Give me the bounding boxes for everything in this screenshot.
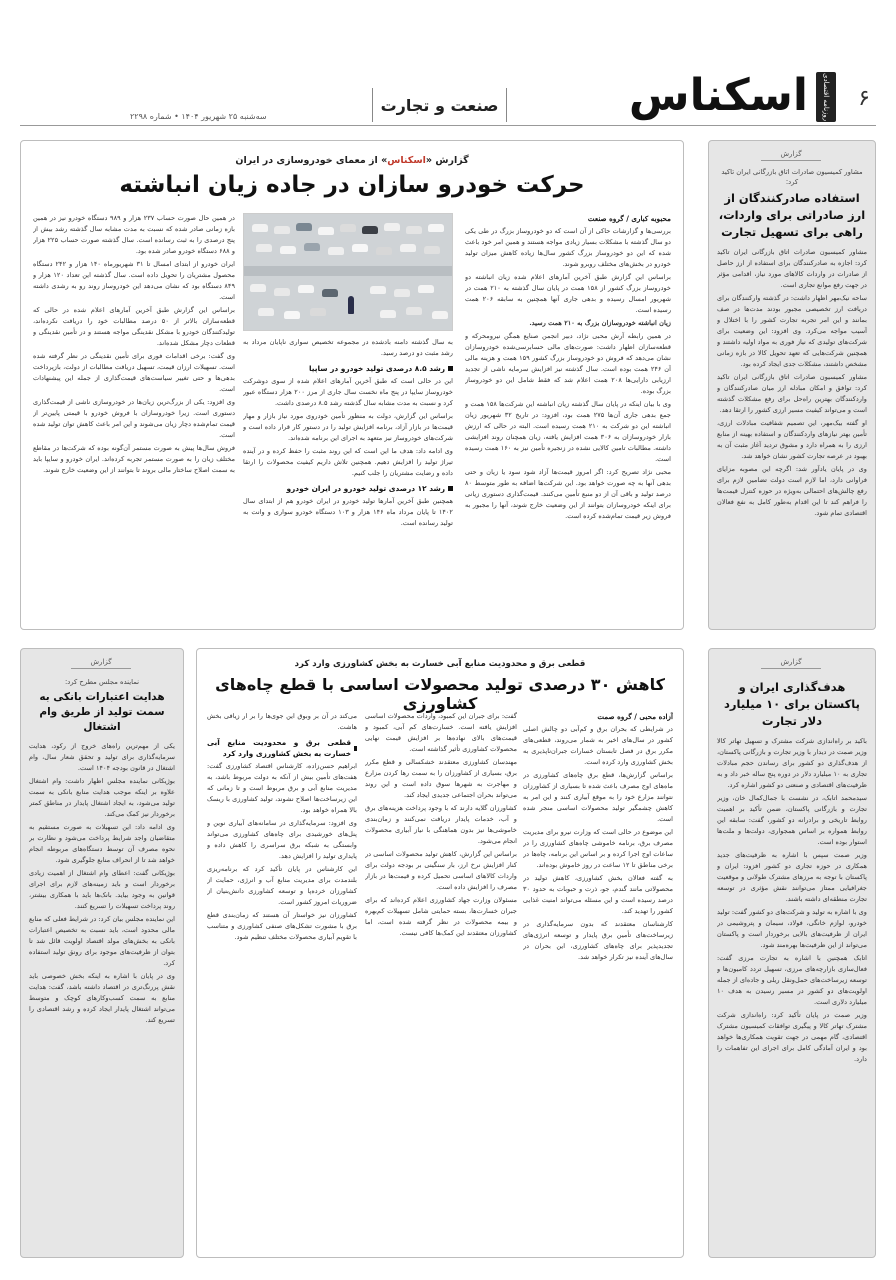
worker-figure — [348, 296, 354, 314]
article-kicker: قطعی برق و محدودیت منابع آبی خسارت به بخش کشاورزی وارد کرد — [294, 659, 586, 669]
brand-tagline: روزنامه اقتصادی — [816, 72, 836, 122]
paragraph: بررسی‌ها و گزارشات حاکی از آن است که دو خودروساز بزرگ در طی یکی دو سال گذشته با مشکلات بسیار زیادی مواجه هستند و همین امر خود باعث شده که این دو خودروساز بزرگ کشور سال‌ها زیاده کاهش میزان تولید خودرو در بخش‌های مختلف روبرو شوند. — [465, 227, 671, 268]
paragraph: براساس این گزارش طبق آخرین آمارهای اعلام شده زیان انباشته دو خودروساز بزرگ کشور از ۱۵۸ همت در پایان سال گذشته به ۲۱۰ همت در شهریور امسال رسیده و بدهی جاری آنها همچنین به سابقه ۲۰۶ همت رسیده است. — [465, 273, 671, 314]
paragraph: در شرایطی که بحران برق و کم‌آبی دو چالش اصلی کشور در سال‌های اخیر به شمار می‌روند، قطعی‌های مکرر برق در فصل تابستان خسارات جبران‌ناپذیری به بخش کشاورزی وارد کرده است. — [523, 725, 673, 766]
paragraph: کشاورزان نیز خواستار آن هستند که زمان‌بندی قطع برق با مشورت تشکل‌های صنفی کشاورزی و متناسب با تقویم آبیاری محصولات مختلف تنظیم شود. — [207, 911, 357, 941]
paragraph: در همین حال صورت حساب ۲۳۷ هزار و ۹۸۹ دستگاه خودرو نیز در همین بازه زمانی صادر شده که نسبت به مدت مشابه سال گذشته رشد بیش از پنج درصدی را به ثبت رسانده است. سال گذشته صورت حساب ۲۲۵ هزار و ۶۸۸ دستگاه خودرو صادر شده بود. — [33, 214, 235, 255]
paragraph: فروش سال‌ها پیش به صورت مستمر آن‌گونه بوده که شرکت‌ها در مقاطع مختلف زیان را به صورت مستمر تجربه کرده‌اند. ایران خودرو و سایپا باید به سمت اصلاح ساختار مالی بروند تا بتوانند از این وضعیت خارج شوند. — [33, 444, 235, 474]
sidebar-report-bank-credits — [20, 648, 184, 1258]
masthead — [0, 0, 896, 132]
bullet-square-icon — [354, 746, 357, 751]
cars-parking-lot-photo — [243, 213, 453, 331]
sidebar-report-iran-pakistan — [708, 648, 876, 1258]
paragraph: وی ادامه داد: این تسهیلات به صورت مستقیم به متقاضیان واجد شرایط پرداخت می‌شود و نظارت بر نحوه مصرف آن توسط دستگاه‌های مربوطه انجام خواهد شد تا از انحراف منابع جلوگیری شود. — [29, 823, 175, 864]
article-column-middle — [243, 337, 453, 621]
paragraph: براساس گزارش‌ها، قطع برق چاه‌های کشاورزی در ماه‌های اوج مصرف باعث شده تا بسیاری از کشاورزان نتوانند مزارع خود را به موقع آبیاری کنند و این امر به کاهش چشمگیر تولید محصولات اساسی منجر شده است. — [523, 771, 673, 823]
main-article-agriculture — [196, 648, 684, 1258]
article-kicker: مشاور کمیسیون صادرات اتاق بازرگانی ایران تاکید کرد: — [721, 168, 863, 186]
masthead-rule — [20, 125, 876, 126]
kicker-prefix: گزارش « — [425, 155, 469, 166]
paragraph: کشاورزان گلایه دارند که با وجود پرداخت هزینه‌های برق و آب، خدمات پایدار دریافت نمی‌کنند و زمان‌بندی خاموشی‌ها نیز بدون هماهنگی با نیاز آبیاری محصولات انجام می‌شود. — [365, 804, 517, 845]
article-column-right — [523, 711, 673, 1251]
paragraph: به سال گذشته دامنه بادشده در مجموعه تخصیص سواری ناپایان مرداد به رشد مثبت دو درصد رسید. — [243, 338, 453, 357]
subheading-text: رشد ۱۲ درصدی تولید خودرو در ایران خودرو — [286, 484, 445, 493]
subheading — [243, 363, 453, 374]
paragraph: ایران خودرو از ابتدای امسال تا ۳۱ شهریورماه ۱۴۰ هزار و ۲۴۲ دستگاه محصول مشتریان را تحویل داده است. سال گذشته این تعداد ۱۲۰ هزار و ۸۴۹ دستگاه بود که نشان می‌دهد این خودروساز روند رو به رشدی داشته است. — [33, 260, 235, 301]
paragraph: این در حالی است که طبق آخرین آمارهای اعلام شده از سوی دوشرکت خودروساز سایپا در پنج ماه نخست سال جاری از مرز ۲۰۰ هزار دستگاه عبور کرد و نسبت به مدت مشابه سال گذشته رشد ۸.۵ درصدی داشت. — [243, 377, 453, 407]
paragraph: وزیر صمت در پایان تأکید کرد: راه‌اندازی شرکت مشترک تهاتر کالا و پیگیری توافقات کمیسیون مشترک اقتصادی، گام مهمی در جهت تقویت همکاری‌ها خواهد بود و ایران آمادگی کامل برای اجرای این تفاهمات را دارد. — [717, 1011, 867, 1063]
main-article-automakers — [20, 140, 684, 630]
sidebar-report-export-currency — [708, 140, 876, 630]
article-title: کاهش ۳۰ درصدی تولید محصولات اساسی با قطع چاه‌های کشاورزی — [215, 675, 665, 713]
paragraph: بوژیکانی گفت: اعطای وام اشتغال از اهمیت زیادی برخوردار است و باید زمینه‌های لازم برای اجرای قوانین به وجود بیاید. بانک‌ها باید با همکاری بیشتر، روند پرداخت تسهیلات را تسریع کنند. — [29, 869, 175, 910]
paragraph: وزیر صمت سپس با اشاره به ظرفیت‌های جدید همکاری در حوزه تجاری دو کشور افزود: ایران و پاکستان با توجه به مرزهای مشترک طولانی و موقعیت جغرافیایی ممتاز می‌توانند نقش مؤثری در توسعه تجارت منطقه‌ای داشته باشند. — [717, 851, 867, 903]
paragraph: وی با اشاره به تولید و شرکت‌های دو کشور گفت: تولید خودرو، لوازم خانگی، فولاد، سیمان و پتروشیمی در ایران از ظرفیت‌های بالایی برخوردار است و پاکستان می‌تواند از این ظرفیت‌ها بهره‌مند شود. — [717, 908, 867, 949]
paragraph: زیان انباشته خودروسازان بزرگ به ۲۱۰ همت رسید. — [529, 319, 671, 327]
paragraph: این کارشناس در پایان تأکید کرد که برنامه‌ریزی بلندمدت برای مدیریت منابع آب و انرژی، حمایت از کشاورزان خرده‌پا و توسعه کشاورزی دانش‌بنیان از ضروریات امروز کشور است. — [207, 865, 357, 906]
article-column-left — [207, 711, 357, 1251]
subheading-text: رشد ۸.۵ درصدی تولید خودرو در ساپیا — [308, 364, 445, 373]
paragraph: در همین رابطه آرش محبی نژاد، دبیر انجمن صنایع همگن نیرومحرکه و قطعه‌سازان اظهار داشت: صورت‌های مالی حسابرسی‌شده خودروسازان نشان می‌دهد که فروش دو خودروساز بزرگ کشور ۱۵۹ همت و هزینه مالی آن ۲۴۶ همت بوده است. سال گذشته نیز افزایش سرمایه ناشی از تجدید ارزیابی دارایی‌ها ۲۰۸ همت اعلام شد که فقط شامل این دو خودروساز بزرگ بوده. — [465, 332, 671, 395]
paragraph: مشاور کمیسیون صادرات اتاق بازرگانی ایران تاکید کرد: توافق و امکان مبادله ارز میان صادرکنندگان و واردکنندگان بهترین راه‌حل برای رفع مشکلات گذشته است و می‌تواند کیفیت مسیر ارزی کشور را ارتقا دهد. — [717, 373, 867, 414]
article-title: حرکت خودرو سازان در جاده زیان انباشته — [119, 172, 585, 198]
article-body — [29, 741, 175, 1251]
paragraph: بوژیکانی نماینده مجلس اظهار داشت: وام اشتغال علاوه بر اینکه موجب هدایت منابع بانکی به سمت تولید می‌شود، به ایجاد اشتغال پایدار در مناطق کمتر برخوردار نیز کمک می‌کند. — [29, 777, 175, 818]
article-title: هدایت اعتبارات بانکی به سمت تولید از طریق وام اشتغال — [39, 691, 165, 733]
paragraph: ابراهیم حسن‌زاده، کارشناس اقتصاد کشاورزی گفت: هفت‌های تأمین بیش از آنکه به دولت مربوط باشد، به مدیریت منابع آبی و برق مربوط است و تا زمانی که این زیرساخت‌ها اصلاح نشوند، تولید کشاورزی با ریسک بالا همراه خواهد بود. — [207, 762, 357, 814]
report-label: گزارش — [761, 655, 821, 669]
paragraph: وی افزود: سرمایه‌گذاری در سامانه‌های آبیاری نوین و پنل‌های خورشیدی برای چاه‌های کشاورزی می‌تواند وابستگی به شبکه برق سراسری را کاهش داده و پایداری تولید را افزایش دهد. — [207, 819, 357, 860]
paragraph: براساس این گزارش، کاهش تولید محصولات اساسی در کنار افزایش نرخ ارز، بار سنگینی بر بودجه دولت برای واردات کالاهای اساسی تحمیل کرده و قیمت‌ها در بازار مصرف را افزایش داده است. — [365, 850, 517, 891]
subheading — [243, 483, 453, 494]
paragraph: مسئولان وزارت جهاد کشاورزی اعلام کرده‌اند که برای جبران خسارت‌ها، بسته حمایتی شامل تسهیلات کم‌بهره و بیمه محصولات در نظر گرفته شده است، اما کشاورزان معتقدند این کمک‌ها کافی نیست. — [365, 896, 517, 937]
kicker-brand: اسکناس — [387, 155, 426, 166]
paragraph: ساحه نیک‌مهر اظهار داشت: در گذشته وارکنندگان برای دریافت ارز تخصیصی مجبور بودند مدت‌ها در صف بمانند و این امر تجربه تجارت کشور را با اختلال و آسیب مواجه می‌کرد. وی افزود: این وضعیت برای شرکت‌های تولیدی که نیاز فوری به مواد اولیه داشتند و همچنین شرکت‌هایی که تعهد تحویل کالا در بازه زمانی مشخص داشتند، مشکلات جدی ایجاد کرده بود. — [717, 294, 867, 368]
paragraph: او گفته بیک‌مهر، این تصمیم شفافیت مبادلات ارزی، تأمین بهتر نیازهای واردکنندگان و استفاده بهینه از منابع ارزی را به همراه دارد و مشوق تردید آغاز مثبت آن به بهبود در عرصه تجارت کشور نشان خواهد شد. — [717, 419, 867, 460]
article-column-middle — [365, 711, 517, 1251]
report-label: گزارش — [71, 655, 131, 669]
article-kicker: نماینده مجلس مطرح کرد: — [64, 678, 140, 686]
article-title: استفاده صادرکنندگان از ارز صادراتی برای واردات، راهی برای تسهیل تجارت — [718, 191, 866, 239]
page-number: ۶ — [858, 86, 870, 111]
paragraph: گفت: برای جبران این کمبود، واردات محصولات اساسی افزایش یافته است. خسارت‌های کم آبی، کمبود و قیمت‌های بالای نهاده‌ها بر افزایش قیمت نهایی محصولات کشاورزی تأثیر گذاشته است. — [365, 712, 517, 753]
author-credit: آزاده محبی / گروه صمت — [597, 712, 673, 721]
article-kicker — [31, 155, 673, 166]
paragraph: این نماینده مجلس بیان کرد: در شرایط فعلی که منابع مالی محدود است، باید نسبت به تخصیص اعتبارات بانکی به بخش‌های مولد اقتصاد اولویت قائل شد تا بتوان از ظرفیت‌های موجود برای رونق تولید استفاده کرد. — [29, 915, 175, 967]
paragraph: وی در پایان با اشاره به اینکه بخش خصوصی باید نقش پررنگ‌تری در اقتصاد داشته باشد، گفت: هدایت منابع به سمت کسب‌وکارهای کوچک و متوسط می‌تواند اشتغال پایدار ایجاد کرده و رشد اقتصادی را تسریع کند. — [29, 972, 175, 1024]
report-label: گزارش — [761, 147, 821, 161]
section-title: صنعت و تجارت — [372, 88, 507, 122]
paragraph: سیدمحمد اتابک، در نشست با جمال‌کمال خان، وزیر تجارت و بازرگانی پاکستان، ضمن تأکید بر اهمیت روابط تاریخی و برادرانه دو کشور، گفت: سابقه این روابط همواره بر اساس همجواری، دولت‌ها و ملت‌ها استوار بوده است. — [717, 794, 867, 846]
paragraph: می‌کند در آن بر وبوق این جوی‌ها را بر ار زیافی بخش هاشت. — [207, 712, 357, 731]
newspaper-logo: اسکناس — [628, 70, 808, 121]
article-title: هدف‌گذاری ایران و پاکستان برای ۱۰ میلیارد دلار تجارت — [724, 680, 860, 728]
paragraph: به گفته فعالان بخش کشاورزی، کاهش تولید در محصولاتی مانند گندم، جو، ذرت و حبوبات به حدود ۳۰ درصد رسیده است و این مسئله می‌تواند امنیت غذایی کشور را تهدید کند. — [523, 874, 673, 915]
paragraph: کارشناسان معتقدند که بدون سرمایه‌گذاری در زیرساخت‌های تأمین برق پایدار و توسعه انرژی‌های تجدیدپذیر برای چاه‌های کشاورزی، این بحران در سال‌های آینده نیز تکرار خواهد شد. — [523, 920, 673, 961]
paragraph: وی افزود: یکی از بزرگ‌ترین زیان‌ها در خودروسازی ناشی از قیمت‌گذاری دستوری است. زیرا خودروسازان با فروش خودرو با قیمتی پایین‌تر از قیمت تمام‌شده دچار زیان می‌شوند و این امر باعث کاهش توان تولید شده است. — [33, 398, 235, 439]
paragraph: وی گفت: برخی اقدامات فوری برای تأمین نقدینگی در نظر گرفته شده است. تسهیلات ارزان قیمت، تسهیل دریافت مطالبات از دولت، بازپرداخت بدهی‌ها و حتی تغییر سیاست‌های قیمت‌گذاری از جمله این پیشنهادات است. — [33, 352, 235, 393]
paragraph: براساس این گزارش، دولت به منظور تأمین خودروی مورد نیاز بازار و مهار قیمت‌ها در بازار آزاد، برنامه افزایش تولید را در دستور کار قرار داده است و شرکت‌های خودروساز نیز متعهد به اجرای این برنامه شده‌اند. — [243, 412, 453, 442]
paragraph: یکی از مهم‌ترین راه‌های خروج از رکود، هدایت سرمایه‌گذاری برای تولید و تحقق شعار سال، وام اشتغال در قانون بودجه ۱۴۰۴ است. — [29, 742, 175, 772]
paragraph: مشاور کمیسیون صادرات اتاق بازرگانی ایران تاکید کرد: اجازه به صادرکنندگان برای استفاده از ارز حاصل از صادرات در واردات کالاهای مورد نیاز، اقدامی مؤثر در جهت رفع موانع تجاری است. — [717, 248, 867, 289]
paragraph: وی ادامه داد: هدف ما این است که این روند مثبت را حفظ کرده و در آینده تیراژ تولید را افزایش دهیم. همچنین تلاش داریم کیفیت محصولات را ارتقا داده و رضایت مشتریان را جلب کنیم. — [243, 447, 453, 477]
kicker-suffix: » از معمای خودروسازی در ایران — [235, 155, 388, 166]
paragraph: محبی نژاد تصریح کرد: اگر امروز قیمت‌ها آزاد شود سود یا زیان و حتی بدهی آنها به چه صورت خواهد بود. این شرکت‌ها اضافه به طور متوسط ۸۰ درصد تولید و باقی آن از دو منبع تأمین می‌کنند. قیمت‌گذاری دستوری زیانی برای اینکه خودروسازان بتوانند از این وضعیت خارج شوند، آنها را مجبور به فروش زیر قیمت تمام‌شده کرده است. — [465, 468, 671, 520]
subheading-text: قطعی برق و محدودیت منابع آبی خسارت به بخش کشاورزی وارد کرد — [207, 738, 352, 758]
article-column-left — [33, 213, 235, 621]
paragraph: وی در پایان یادآور شد: اگرچه این مصوبه مزایای فراوانی دارد، اما لازم است دولت تضامین لازم برای رفع چالش‌های احتمالی به‌ویژه در حوزه کنترل قیمت‌ها را فراهم کند تا این اقدام به‌طور کامل به نفع فعالان اقتصادی تمام شود. — [717, 465, 867, 517]
paragraph: وی با بیان اینکه در پایان سال گذشته زیان انباشته این شرکت‌ها ۱۵۸ همت و جمع بدهی جاری آن‌ها ۲۷۵ همت بود، افزود: در تاریخ ۳۲ شهریور زیان انباشته این دو شرکت به ۲۱۰ همت رسیده است. البته در حالی که ارزش بازار خودروسازان به ۳۰۶ همت افزایش یافته، زیان همچنان روند افزایشی داشته. مطالبات تامین کالایی نشده در زنجیره تأمین نیز به ۱۶۰ همت رسیده است. — [465, 400, 671, 463]
paragraph: مهندسان کشاورزی معتقدند خشکسالی و قطع مکرر برق، بسیاری از کشاورزان را به سمت رها کردن مزارع و مهاجرت به شهرها سوق داده است و این روند می‌تواند بحران اجتماعی جدیدی ایجاد کند. — [365, 758, 517, 799]
article-column-right — [465, 213, 671, 621]
paragraph: باکید بر راه‌اندازی شرکت مشترک و تسهیل تهاتر کالا وزیر صمت در دیدار با وزیر تجارت و بازرگانی پاکستان، از هدف‌گذاری دو کشور برای رساندن حجم مبادلات تجاری به ۱۰ میلیارد دلار در دوره پنج ساله خبر داد و به ظرفیت‌های اقتصادی و صنعتی دو کشور اشاره کرد. — [717, 737, 867, 789]
article-body — [717, 736, 867, 1258]
paragraph: اتابک همچنین با اشاره به تجارت مرزی گفت: فعال‌سازی بازارچه‌های مرزی، تسهیل تردد کامیون‌ها و توسعه زیرساخت‌های حمل‌ونقل ریلی و جاده‌ای از جمله اولویت‌های دو کشور در مسیر رسیدن به هدف ۱۰ میلیارد دلاری است. — [717, 954, 867, 1006]
paragraph: براساس این گزارش طبق آخرین آمارهای اعلام شده در حالی که قطعه‌سازان بالاتر از ۵۰ درصد مطالبات خود را دریافت نکرده‌اند، تولیدکنندگان خودرو با مشکل نقدینگی مواجه هستند و در تأمین نقدینگی و قطعات دچار مشکل شده‌اند. — [33, 306, 235, 347]
author-credit: محبوبه کباری / گروه صنعت — [587, 214, 671, 223]
bullet-square-icon — [448, 366, 453, 371]
article-body — [717, 247, 867, 617]
paragraph: این موضوع در حالی است که وزارت نیرو برای مدیریت مصرف برق، برنامه خاموشی چاه‌های کشاورزی را در ساعات اوج اجرا کرده و بر اساس این برنامه، چاه‌ها در برخی مناطق تا ۱۲ ساعت در روز خاموش بوده‌اند. — [523, 828, 673, 869]
subheading — [207, 737, 357, 759]
paragraph: همچنین طبق آخرین آمارها تولید خودرو در ایران خودرو هم از ابتدای سال ۱۴۰۲ تا پایان مرداد ماه ۱۴۶ هزار و ۱۰۳ دستگاه خودرو سواری و وانت به تولید رسانده است. — [243, 497, 453, 527]
dateline: سه‌شنبه ۲۵ شهریور ۱۴۰۴ • شماره ۲۲۹۸ — [130, 112, 267, 121]
bullet-square-icon — [448, 486, 453, 491]
